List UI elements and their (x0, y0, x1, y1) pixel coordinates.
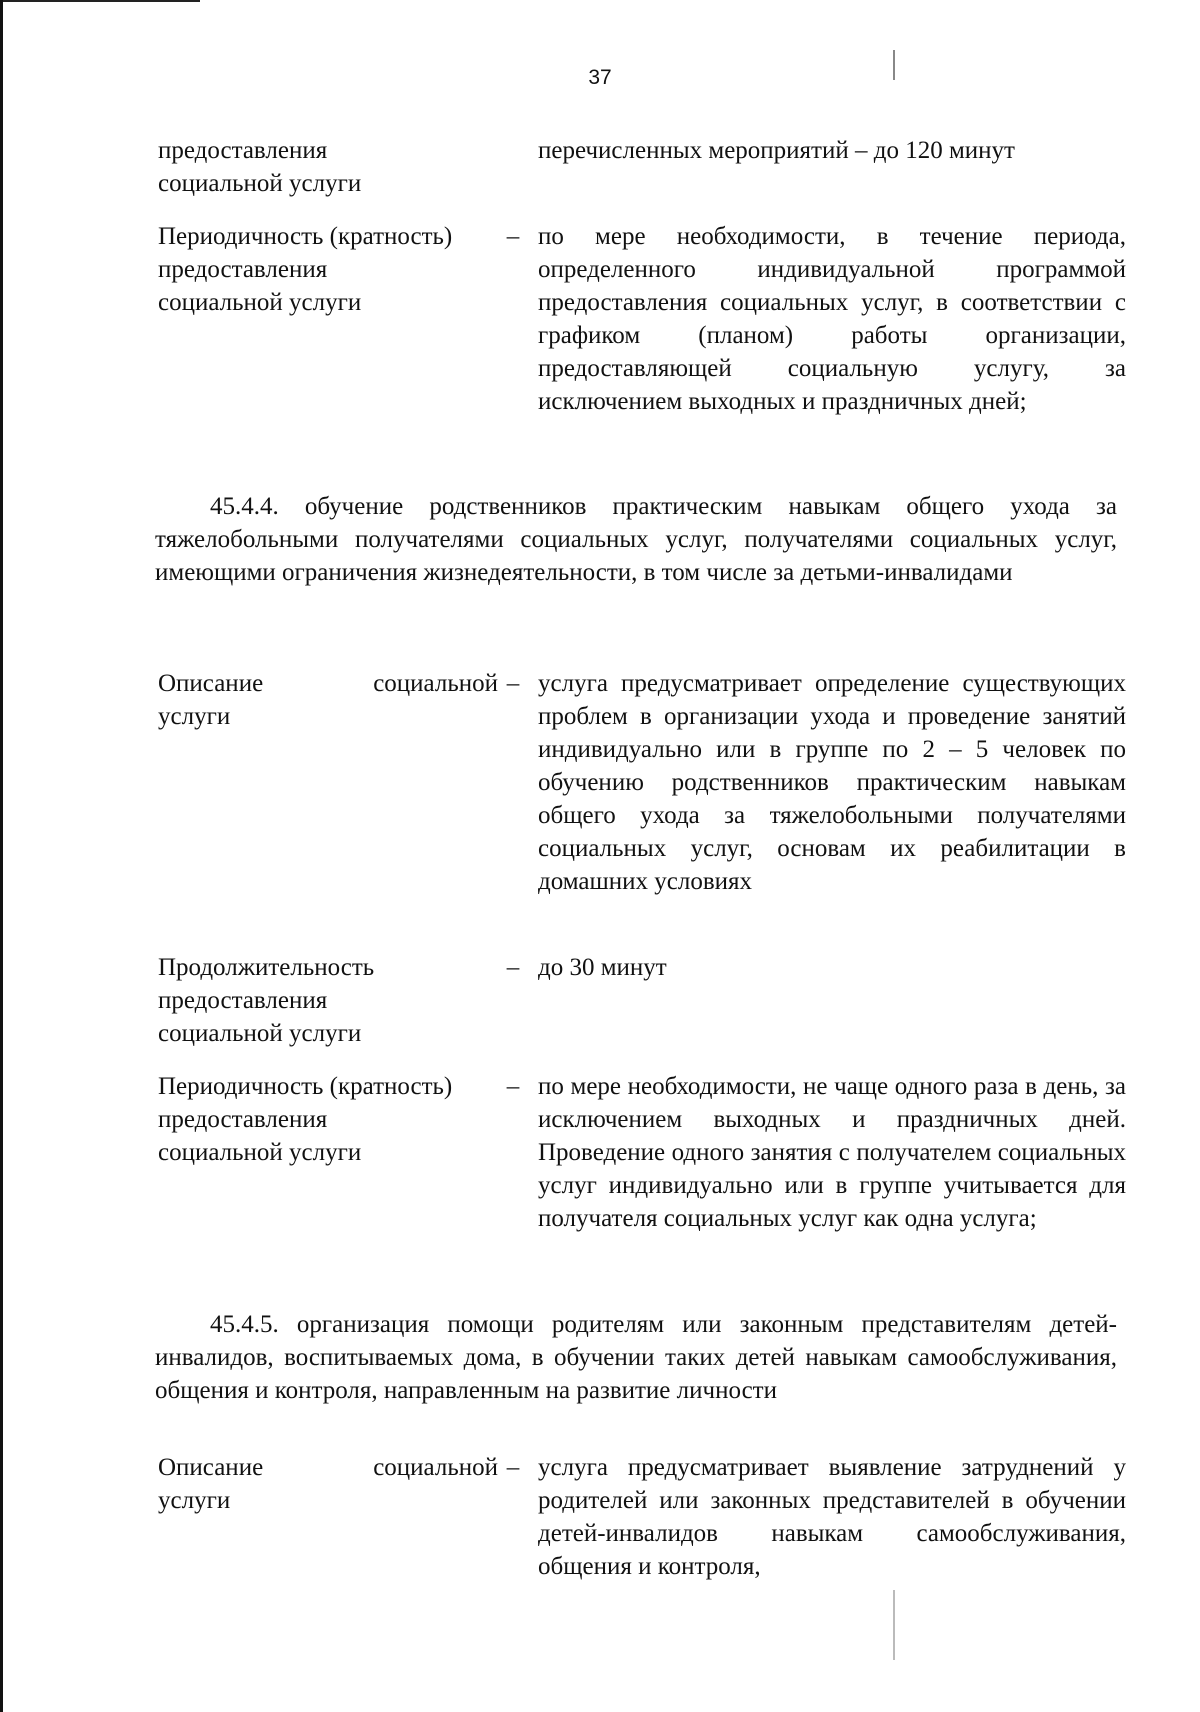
section-heading-45-4-5: 45.4.5. организация помощи родителям или законным представителям детей-инвалидов, воспитываемых дома, в обучении таких детей навыкам самообслуживания, общения и контроля, направленным на развитие личности (155, 1311, 1117, 1404)
scan-speck (893, 50, 895, 80)
row-value: перечисленных мероприятий – до 120 минут (538, 137, 1015, 164)
label-part: социальной (373, 1454, 498, 1481)
row-dash: – (506, 1073, 520, 1100)
label-part: социальной (373, 670, 498, 697)
row-dash: – (506, 954, 520, 981)
row-dash: – (506, 670, 520, 697)
label-part: Описание (158, 670, 264, 697)
row-label: предоставления социальной услуги (158, 137, 362, 197)
scan-speck (893, 1590, 895, 1660)
scan-top-edge (0, 0, 200, 2)
label-part: услуги (158, 703, 231, 730)
row-label: Периодичность (кратность) предоставления социальной услуги (158, 1073, 453, 1166)
row-label: Продолжительность предоставления социальной услуги (158, 954, 375, 1047)
row-dash: – (506, 1454, 520, 1481)
row-label (158, 667, 498, 733)
page-number: 37 (588, 66, 612, 89)
label-part: услуги (158, 1487, 231, 1514)
section-heading-45-4-4: 45.4.4. обучение родственников практическим навыкам общего ухода за тяжелобольными получателями социальных услуг, получателями социальных услуг, имеющими ограничения жизнедеятельности, в том числе за детьми-инвалидами (155, 493, 1117, 586)
row-value: по мере необходимости, в течение периода, определенного индивидуальной программой предоставления социальных услуг, в соответствии с графиком (планом) работы организации, предоставляющей социальную услугу, за исключением выходных и праздничных дней; (538, 223, 1126, 415)
row-label: Периодичность (кратность) предоставления социальной услуги (158, 223, 453, 316)
row-label (158, 1451, 498, 1517)
label-part: Описание (158, 1454, 264, 1481)
row-dash: – (506, 223, 520, 250)
row-value: до 30 минут (538, 954, 667, 981)
row-value: по мере необходимости, не чаще одного раза в день, за исключением выходных и праздничных дней. Проведение одного занятия с получателем социальных услуг индивидуально или в группе учитывается для получателя социальных услуг как одна услуга; (538, 1073, 1126, 1232)
row-value: услуга предусматривает выявление затруднений у родителей или законных представителей в обучении детей-инвалидов навыкам самообслуживания, общения и контроля, (538, 1454, 1126, 1580)
row-value: услуга предусматривает определение существующих проблем в организации ухода и проведение занятий индивидуально или в группе по 2 – 5 человек по обучению родственников практическим навыкам общего ухода за тяжелобольными получателями социальных услуг, основам их реабилитации в домашних условиях (538, 670, 1126, 895)
scan-left-edge (0, 0, 3, 1712)
